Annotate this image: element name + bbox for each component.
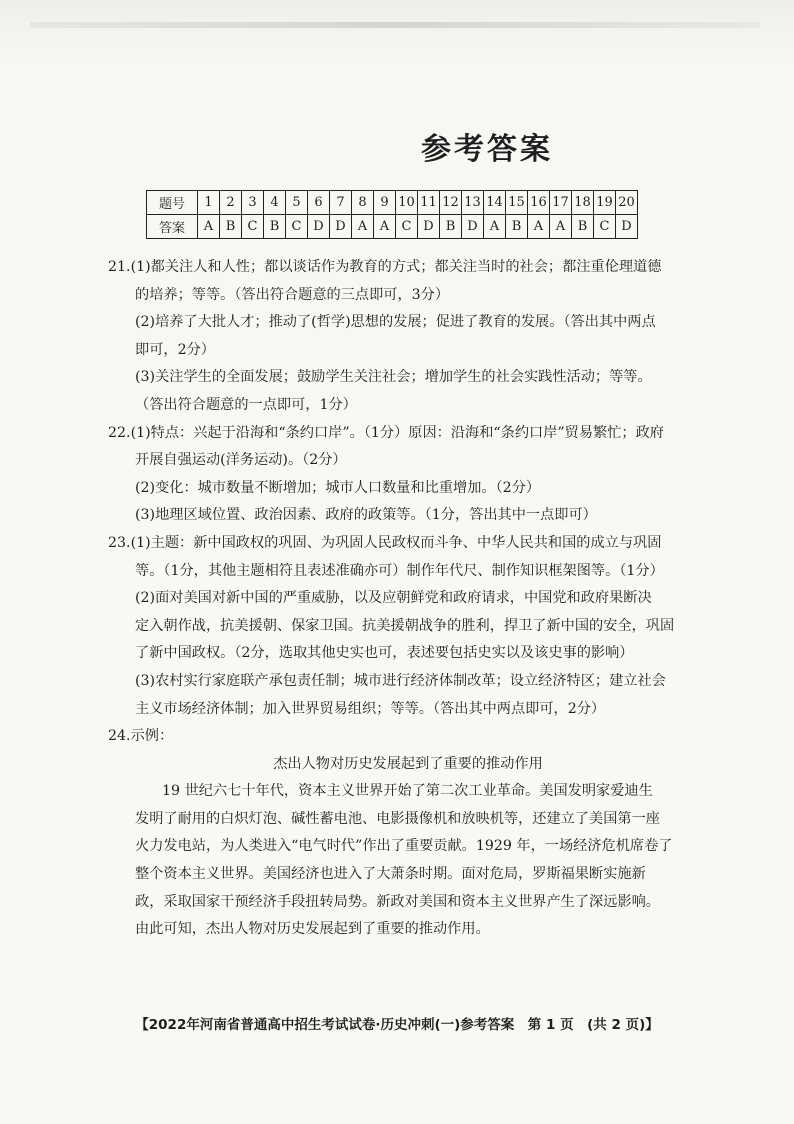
question-number-cell: 15 xyxy=(506,191,528,215)
answer-cell: B xyxy=(264,215,286,239)
answer-cell: B xyxy=(440,215,462,239)
answer-cell: A xyxy=(374,215,396,239)
question-number-cell: 19 xyxy=(594,191,616,215)
text-line: 定入朝作战，抗美援朝、保家卫国。抗美援朝战争的胜利，捍卫了新中国的安全，巩固 xyxy=(135,617,675,634)
answer-cell: B xyxy=(506,215,528,239)
scan-shadow xyxy=(30,22,760,28)
text-line: 22.(1)特点：兴起于沿海和“条约口岸”。（1分）原因：沿海和“条约口岸”贸易繁忙；政府 xyxy=(108,424,664,441)
essay-line: 火力发电站，为人类进入“电气时代”作出了重要贡献。1929 年，一场经济危机席卷了 xyxy=(135,838,673,855)
text-line: (2)面对美国对新中国的严重威胁，以及应朝鲜党和政府请求，中国党和政府果断决 xyxy=(135,590,652,607)
text-line: 主义市场经济体制；加入世界贸易组织；等等。（答出其中两点即可，2分） xyxy=(135,700,606,717)
question-number-row xyxy=(147,191,638,215)
text-line: (2)变化：城市数量不断增加；城市人口数量和比重增加。（2分） xyxy=(135,479,541,496)
question-number-cell: 10 xyxy=(396,191,418,215)
question-number-cell: 14 xyxy=(484,191,506,215)
text-line: 即可，2分） xyxy=(135,341,215,358)
question-number-cell: 3 xyxy=(242,191,264,215)
answer-cell: C xyxy=(242,215,264,239)
question-number-cell: 6 xyxy=(308,191,330,215)
question-number-cell: 5 xyxy=(286,191,308,215)
question-number-cell: 16 xyxy=(528,191,550,215)
text-line: 的培养；等等。（答出符合题意的三点即可，3分） xyxy=(135,286,450,303)
answer-cell: C xyxy=(594,215,616,239)
answer-cell: A xyxy=(550,215,572,239)
page-footer: 【2022年河南省普通高中招生考试试卷·历史冲刺(一)参考答案 第 1 页 (共 2 页)】 xyxy=(135,1017,659,1033)
question-number-cell: 2 xyxy=(220,191,242,215)
page-title: 参考答案 xyxy=(421,132,553,167)
answer-cell: D xyxy=(616,215,638,239)
answer-cell: D xyxy=(418,215,440,239)
text-line: (3)地理区域位置、政治因素、政府的政策等。（1分，答出其中一点即可） xyxy=(135,507,597,524)
answer-cell: A xyxy=(528,215,550,239)
answer-cell: D xyxy=(462,215,484,239)
essay-title: 杰出人物对历史发展起到了重要的推动作用 xyxy=(273,755,543,772)
answer-table xyxy=(146,190,638,239)
text-line: 24.示例： xyxy=(108,728,174,745)
text-line: (3)关注学生的全面发展；鼓励学生关注社会；增加学生的社会实践性活动；等等。 xyxy=(135,369,652,386)
answer-cell: A xyxy=(352,215,374,239)
text-line: 了新中国政权。（2分，选取其他史实也可，表述要包括史实以及该史事的影响） xyxy=(135,645,634,662)
answer-cell: B xyxy=(572,215,594,239)
text-line: (2)培养了大批人才；推动了(哲学)思想的发展；促进了教育的发展。（答出其中两点 xyxy=(135,314,656,331)
answer-row xyxy=(147,215,638,239)
question-number-cell: 18 xyxy=(572,191,594,215)
question-number-cell: 17 xyxy=(550,191,572,215)
answer-cell: D xyxy=(308,215,330,239)
text-line: (3)农村实行家庭联产承包责任制；城市进行经济体制改革；设立经济特区；建立社会 xyxy=(135,672,666,689)
answer-cell: A xyxy=(198,215,220,239)
question-number-cell: 20 xyxy=(616,191,638,215)
essay-line: 发明了耐用的白炽灯泡、碱性蓄电池、电影摄像机和放映机等，还建立了美国第一座 xyxy=(135,810,660,827)
answer-text-block xyxy=(108,254,708,944)
question-number-cell: 9 xyxy=(374,191,396,215)
essay-line: 19 世纪六七十年代，资本主义世界开始了第二次工业革命。美国发明家爱迪生 xyxy=(162,783,653,800)
text-line: 开展自强运动(洋务运动)。（2分） xyxy=(135,452,347,469)
text-line: 23.(1)主题：新中国政权的巩固、为巩固人民政权而斗争、中华人民共和国的成立与巩固 xyxy=(108,534,662,551)
answer-cell: C xyxy=(286,215,308,239)
question-number-cell: 4 xyxy=(264,191,286,215)
text-line: 等。（1分，其他主题相符且表述准确亦可）制作年代尺、制作知识框架图等。（1分） xyxy=(135,562,664,579)
row-label-number: 题号 xyxy=(147,191,198,215)
answer-cell: B xyxy=(220,215,242,239)
question-number-cell: 12 xyxy=(440,191,462,215)
question-number-cell: 7 xyxy=(330,191,352,215)
question-number-cell: 8 xyxy=(352,191,374,215)
text-line: （答出符合题意的一点即可，1分） xyxy=(135,396,357,413)
essay-line: 由此可知，杰出人物对历史发展起到了重要的推动作用。 xyxy=(135,921,490,938)
question-number-cell: 1 xyxy=(198,191,220,215)
answer-cell: A xyxy=(484,215,506,239)
answer-cell: D xyxy=(330,215,352,239)
question-number-cell: 11 xyxy=(418,191,440,215)
essay-line: 政，采取国家干预经济手段扭转局势。新政对美国和资本主义世界产生了深远影响。 xyxy=(135,893,660,910)
text-line: 21.(1)都关注人和人性；都以谈话作为教育的方式；都关注当时的社会；都注重伦理道德 xyxy=(108,259,662,275)
row-label-answer: 答案 xyxy=(147,215,198,239)
answer-cell: C xyxy=(396,215,418,239)
question-number-cell: 13 xyxy=(462,191,484,215)
essay-line: 整个资本主义世界。美国经济也进入了大萧条时期。面对危局，罗斯福果断实施新 xyxy=(135,866,646,883)
